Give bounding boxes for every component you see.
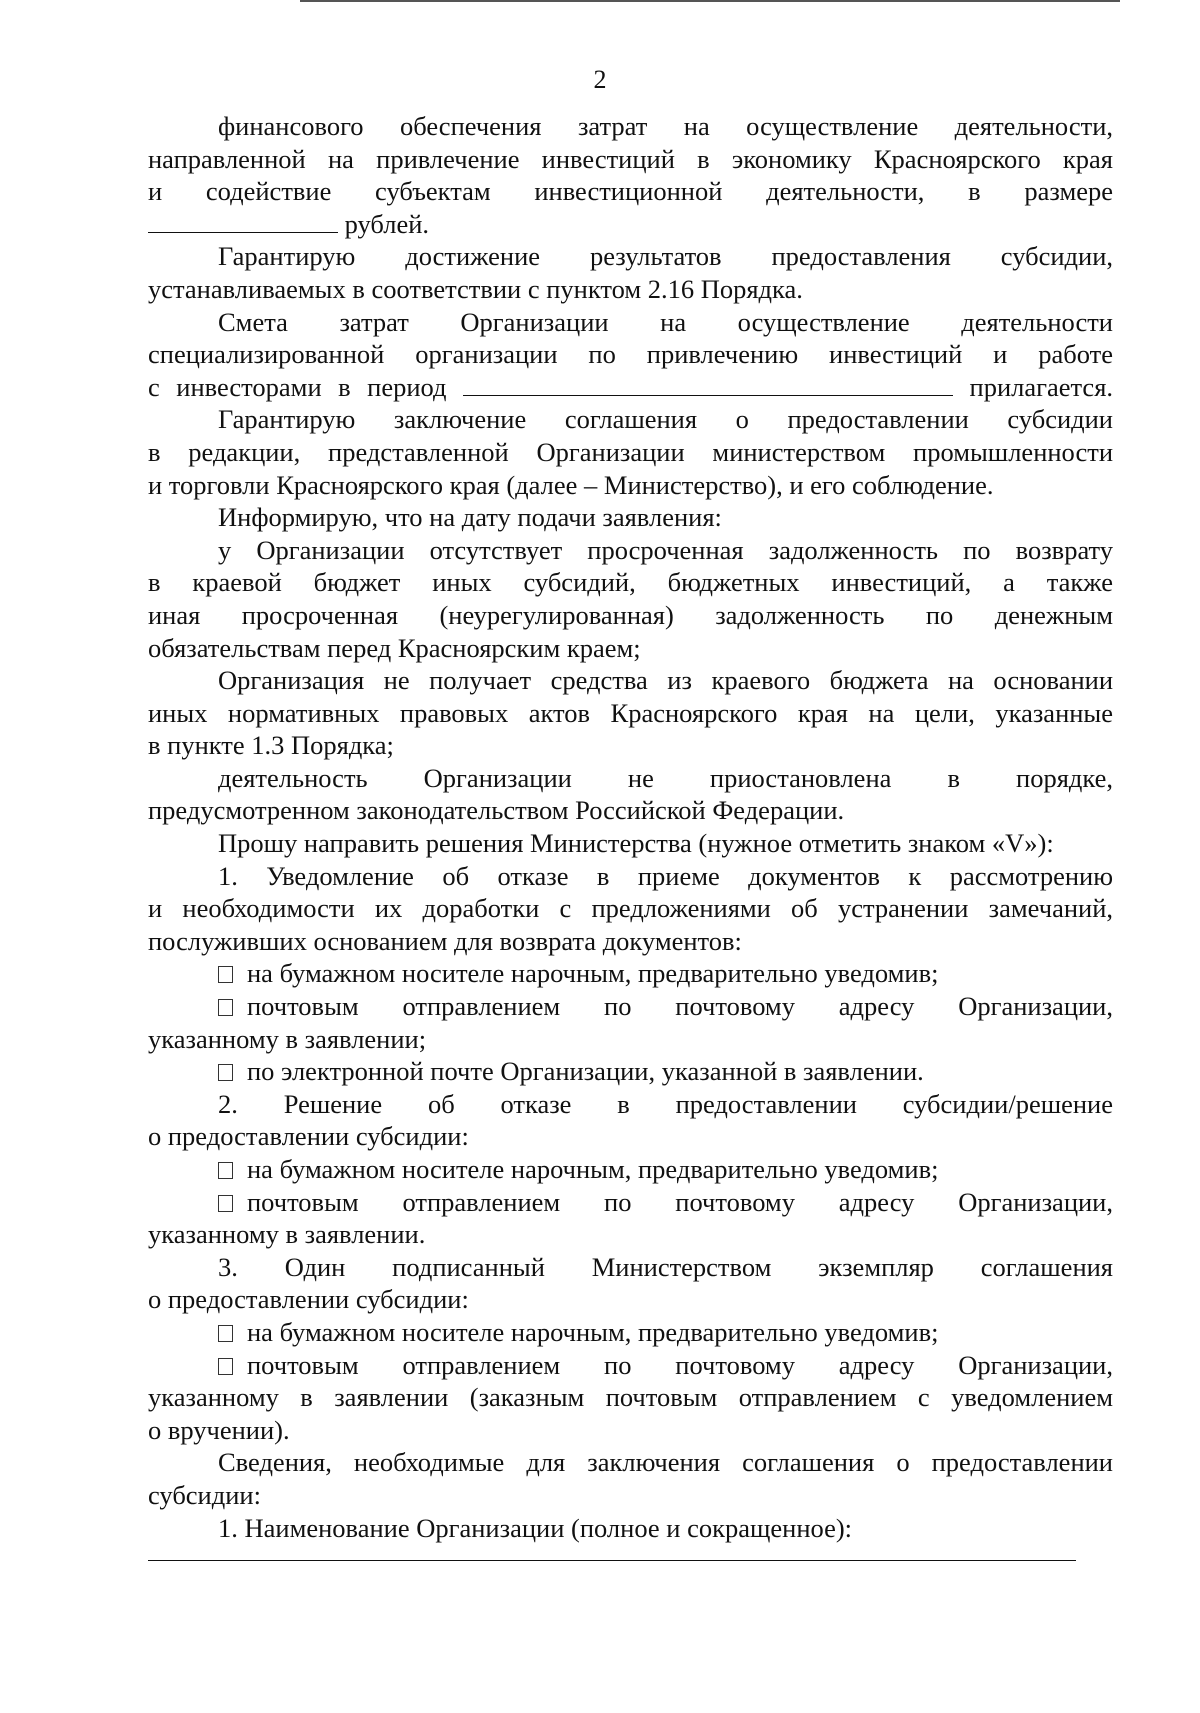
item3-option-post-cont: указанному в заявлении (заказным почтовым отправлением с уведомлением: [148, 1382, 1113, 1413]
item2-option-post: [148, 1186, 1113, 1219]
estimate-line-3: [148, 371, 1113, 404]
no-funds-line-1: Организация не получает средства из краевого бюджета на основании: [218, 665, 1113, 696]
no-funds-line-3: в пункте 1.3 Порядка;: [148, 730, 394, 761]
page-number: 2: [593, 65, 607, 94]
guarantee-agreement-line-3: и торговли Красноярского края (далее – Министерство), и его соблюдение.: [148, 469, 994, 500]
debt-line-1: у Организации отсутствует просроченная задолженность по возврату: [218, 534, 1113, 565]
document-body: [148, 110, 1113, 1561]
item2-option-paper: [148, 1153, 1113, 1186]
guarantee-results-line-1: Гарантирую достижение результатов предоставления субсидии,: [218, 241, 1113, 272]
debt-line-2: в краевой бюджет иных субсидий, бюджетных инвестиций, а также: [148, 567, 1113, 598]
item2-line-2: о предоставлении субсидии:: [148, 1121, 469, 1152]
item3-line-2: о предоставлении субсидии:: [148, 1284, 469, 1315]
item1-option-post: [148, 990, 1113, 1023]
guarantee-results-line-2: устанавливаемых в соответствии с пунктом 2.16 Порядка.: [148, 273, 803, 304]
estimate-period-label: с инвесторами в период: [148, 371, 447, 402]
funding-line-3: и содействие субъектам инвестиционной деятельности, в размере: [148, 176, 1113, 207]
amount-blank-field[interactable]: [148, 210, 338, 233]
item1-email-label: по электронной почте Организации, указанной в заявлении.: [247, 1056, 924, 1087]
estimate-attached-text: прилагается.: [969, 371, 1114, 402]
item1-line-3: послуживших основанием для возврата документов:: [148, 925, 742, 956]
rubles-text: рублей.: [344, 208, 430, 239]
item2-post-label: почтовым отправлением по почтовому адресу Организации,: [247, 1186, 1113, 1217]
item1-option-post-cont: указанному в заявлении;: [148, 1023, 427, 1054]
item1-option-email: [148, 1055, 1113, 1088]
activity-line-1: деятельность Организации не приостановлена в порядке,: [218, 762, 1113, 793]
organization-name-answer-line[interactable]: [148, 1560, 1076, 1561]
item2-paper-label: на бумажном носителе нарочным, предварительно уведомив;: [247, 1154, 939, 1184]
request-line: Прошу направить решения Министерства (нужное отметить знаком «V»):: [218, 828, 1054, 859]
debt-line-3: иная просроченная (неурегулированная) задолженность по денежным: [148, 599, 1113, 630]
item3-post-label: почтовым отправлением по почтовому адресу Организации,: [247, 1349, 1113, 1380]
scan-edge-line: [300, 0, 1120, 2]
info-line-2: субсидии:: [148, 1479, 261, 1510]
funding-line-2: направленной на привлечение инвестиций в экономику Красноярского края: [148, 143, 1113, 174]
no-funds-line-2: иных нормативных правовых актов Красноярского края на цели, указанные: [148, 697, 1113, 728]
inform-line: Информирую, что на дату подачи заявления:: [218, 502, 722, 533]
item3-post-checkbox[interactable]: [218, 1358, 233, 1375]
item1-email-checkbox[interactable]: [218, 1064, 233, 1081]
item2-option-post-cont: указанному в заявлении.: [148, 1219, 426, 1250]
item1-paper-label: на бумажном носителе нарочным, предварительно уведомив;: [247, 958, 939, 989]
debt-line-4: обязательствам перед Красноярским краем;: [148, 632, 641, 663]
funding-line-1: финансового обеспечения затрат на осуществление деятельности,: [218, 111, 1113, 141]
item3-option-post-cont-2: о вручении).: [148, 1414, 290, 1445]
info-line-1: Сведения, необходимые для заключения соглашения о предоставлении: [218, 1447, 1113, 1478]
estimate-line-1: Смета затрат Организации на осуществление деятельности: [218, 306, 1113, 337]
item3-option-post: [148, 1349, 1113, 1382]
estimate-line-2: специализированной организации по привлечению инвестиций и работе: [148, 339, 1113, 370]
item1-line-2: и необходимости их доработки с предложениями об устранении замечаний,: [148, 893, 1113, 924]
item3-paper-checkbox[interactable]: [218, 1325, 233, 1342]
field1-label: 1. Наименование Организации (полное и сокращенное):: [218, 1512, 853, 1543]
item1-post-checkbox[interactable]: [218, 999, 233, 1016]
funding-line-4: [148, 208, 1113, 241]
item3-paper-label: на бумажном носителе нарочным, предварительно уведомив;: [247, 1316, 939, 1347]
item2-line-1: 2. Решение об отказе в предоставлении субсидии/решение: [218, 1088, 1113, 1119]
item1-line-1: 1. Уведомление об отказе в приеме документов к рассмотрению: [218, 860, 1113, 891]
item2-paper-checkbox[interactable]: [218, 1162, 233, 1179]
guarantee-agreement-line-2: в редакции, представленной Организации министерством промышленности: [148, 436, 1113, 467]
item1-option-paper: [148, 957, 1113, 990]
guarantee-agreement-line-1: Гарантирую заключение соглашения о предоставлении субсидии: [218, 404, 1113, 435]
item1-post-label: почтовым отправлением по почтовому адресу Организации,: [247, 991, 1113, 1022]
item2-post-checkbox[interactable]: [218, 1195, 233, 1212]
activity-line-2: предусмотренном законодательством Российской Федерации.: [148, 795, 845, 826]
item3-line-1: 3. Один подписанный Министерством экземпляр соглашения: [218, 1251, 1113, 1282]
item3-option-paper: [148, 1316, 1113, 1349]
period-blank-field[interactable]: [463, 373, 953, 396]
item1-paper-checkbox[interactable]: [218, 966, 233, 983]
